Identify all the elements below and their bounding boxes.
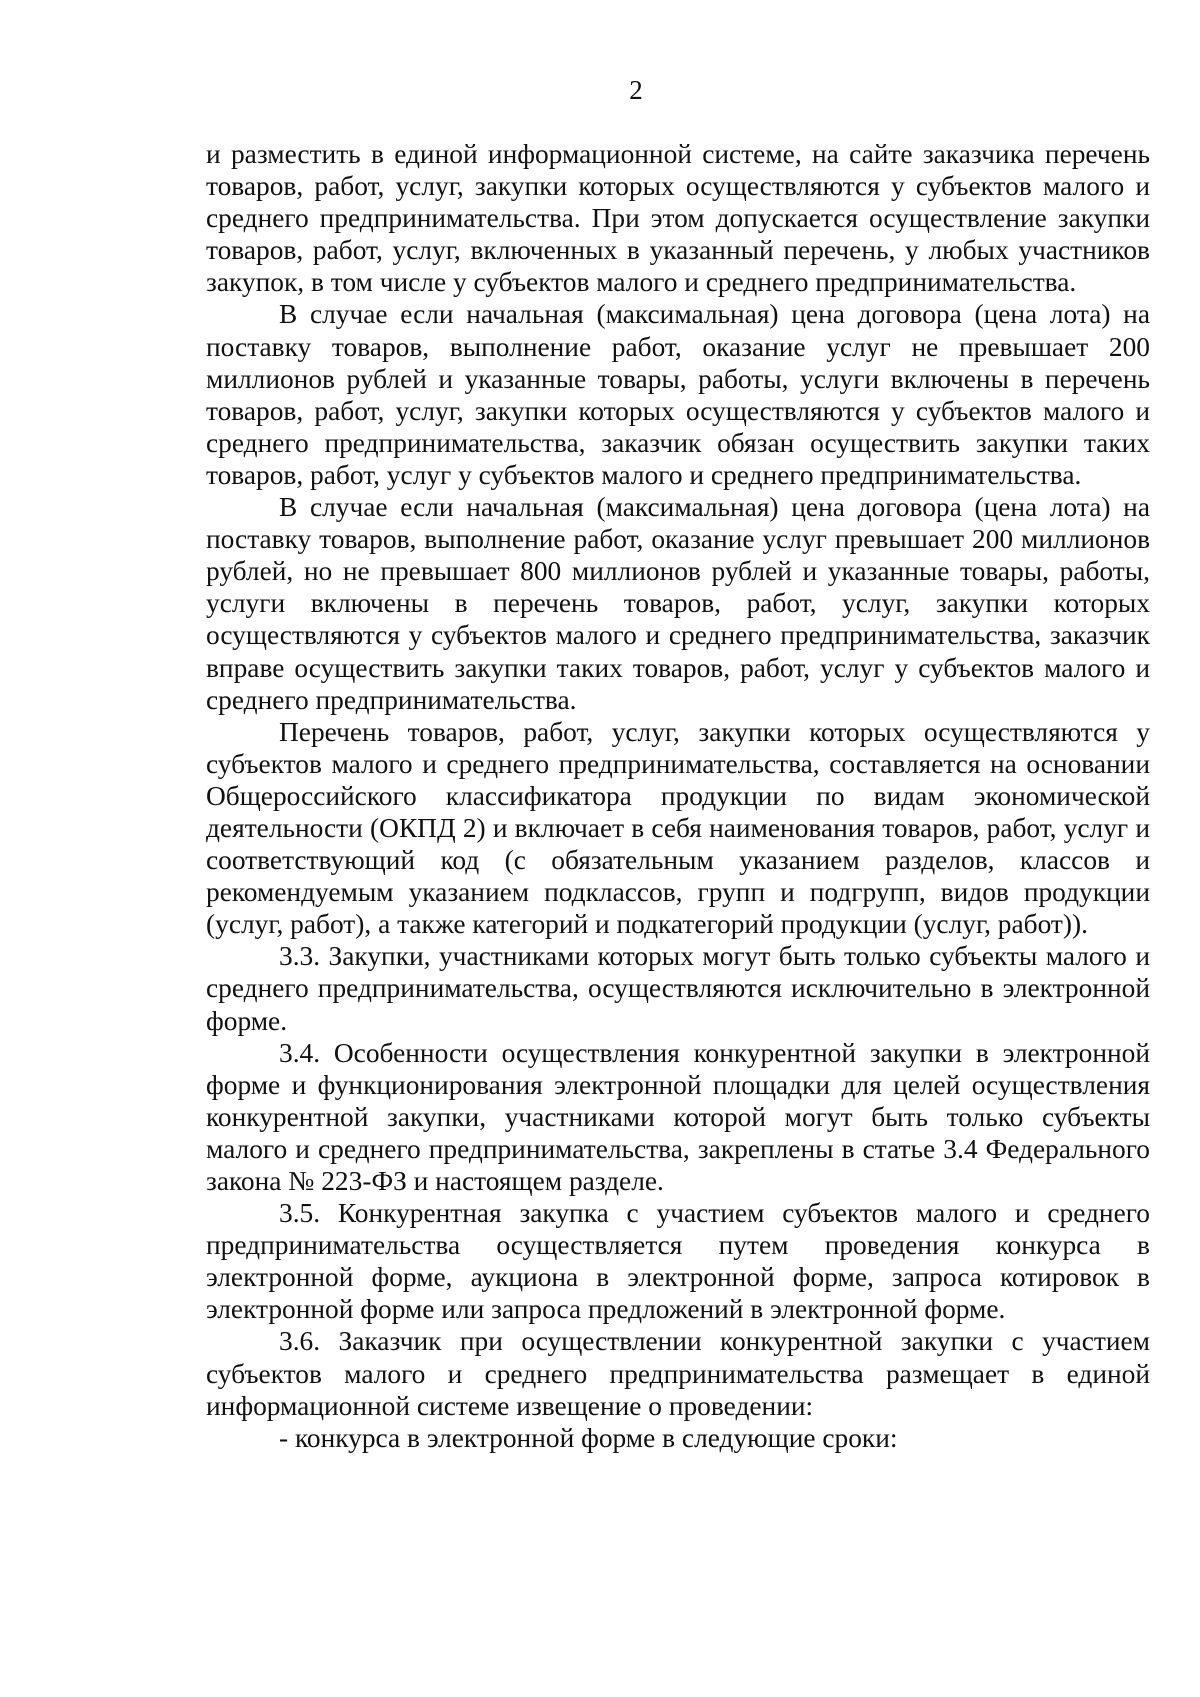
page-number: 2	[629, 75, 643, 105]
paragraph-price-200m-800m: В случае если начальная (максимальная) цена договора (цена лота) на поставку товаров, выполнение работ, оказание услуг превышает 200 миллионов рублей, но не превышает 800 миллионов рублей и указанные товары, работы, услуги включены в перечень товаров, работ, услуг, закупки которых осуществляются у субъектов малого и среднего предпринимательства, заказчик вправе осуществить закупки таких товаров, работ, услуг у субъектов малого и среднего предпринимательства.	[206, 492, 1150, 715]
clause-3-6: 3.6. Заказчик при осуществлении конкурентной закупки с участием субъектов малого и среднего предпринимательства размещает в единой информационной системе извещение о проведении:	[206, 1326, 1150, 1421]
paragraph-price-under-200m: В случае если начальная (максимальная) цена договора (цена лота) на поставку товаров, выполнение работ, оказание услуг не превышает 200 миллионов рублей и указанные товары, работы, услуги включены в перечень товаров, работ, услуг, закупки которых осуществляются у субъектов малого и среднего предпринимательства, заказчик обязан осуществить закупки таких товаров, работ, услуг у субъектов малого и среднего предпринимательства.	[206, 299, 1150, 490]
clause-3-5: 3.5. Конкурентная закупка с участием субъектов малого и среднего предпринимательства осуществляется путем проведения конкурса в электронной форме, аукциона в электронной форме, запроса котировок в электронной форме или запроса предложений в электронной форме.	[206, 1198, 1150, 1325]
clause-3-4: 3.4. Особенности осуществления конкурентной закупки в электронной форме и функционирования электронной площадки для целей осуществления конкурентной закупки, участниками которой могут быть только субъекты малого и среднего предпринимательства, закреплены в статье 3.4 Федерального закона № 223-ФЗ и настоящем разделе.	[206, 1037, 1150, 1196]
paragraph-okpd2-list: Перечень товаров, работ, услуг, закупки которых осуществляются у субъектов малого и среднего предпринимательства, составляется на основании Общероссийского классификатора продукции по видам экономической деятельности (ОКПД 2) и включает в себя наименования товаров, работ, услуг и соответствующий код (с обязательным указанием разделов, классов и рекомендуемым указанием подклассов, групп и подгрупп, видов продукции (услуг, работ), а также категорий и подкатегорий продукции (услуг, работ)).	[206, 716, 1150, 940]
list-item-contest-deadlines: - конкурса в электронной форме в следующие сроки:	[279, 1422, 898, 1453]
paragraph-continuation: и разместить в единой информационной системе, на сайте заказчика перечень товаров, работ, услуг, закупки которых осуществляются у субъектов малого и среднего предпринимательства. При этом допускается осуществление закупки товаров, работ, услуг, включенных в указанный перечень, у любых участников закупок, в том числе у субъектов малого и среднего предпринимательства.	[206, 139, 1150, 298]
clause-3-3: 3.3. Закупки, участниками которых могут быть только субъекты малого и среднего предпринимательства, осуществляются исключительно в электронной форме.	[206, 941, 1150, 1036]
document-body	[206, 138, 1150, 1454]
